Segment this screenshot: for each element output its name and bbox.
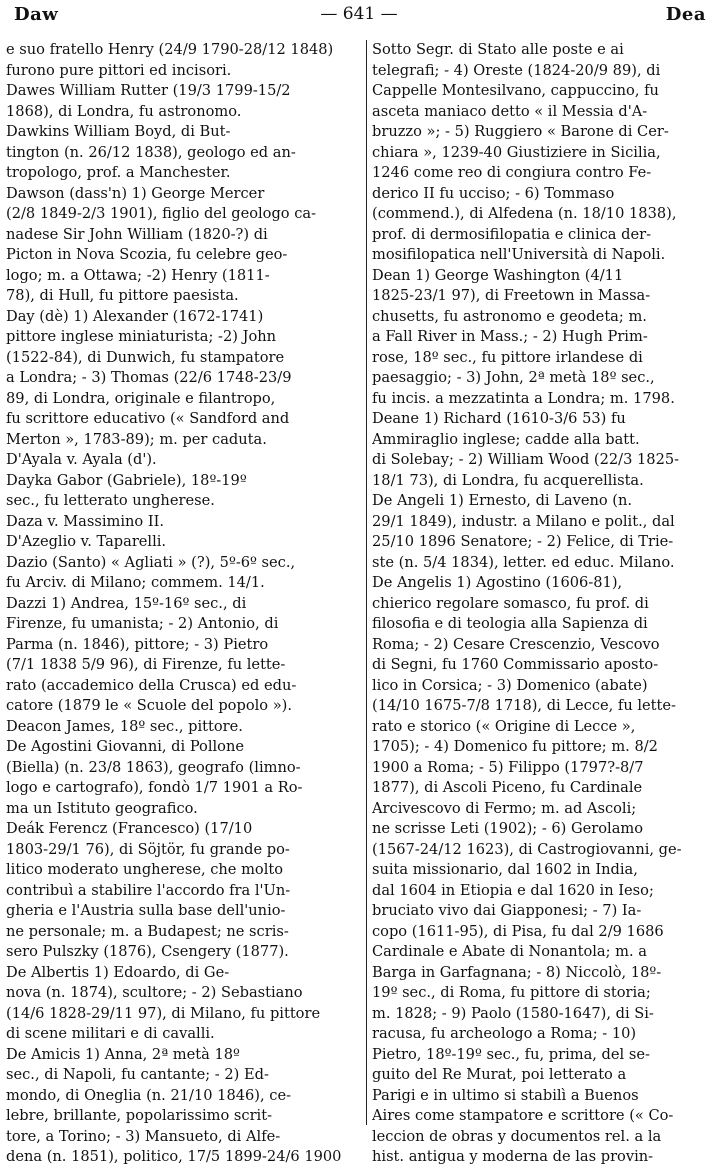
text-line: Dawson (dass'n) 1) George Mercer [6,184,265,202]
text-line: (1567-24/12 1623), di Castrogiovanni, ge- [372,840,682,858]
text-line: Pietro, 18º-19º sec., fu, prima, del se- [372,1045,650,1063]
text-line: sero Pulszky (1876), Csengery (1877). [6,943,289,960]
text-line: rato e storico (« Origine di Lecce », [372,717,636,735]
text-line: 25/10 1896 Senatore; - 2) Felice, di Trie- [372,533,674,550]
text-line: tington (n. 26/12 1838), geologo ed an- [6,143,296,161]
text-line: Barga in Garfagnana; - 8) Niccolò, 18º- [372,963,662,981]
text-line: bruciato vivo dai Giapponesi; - 7) Ia- [372,902,642,919]
text-line: litico moderato ungherese, che molto [6,861,284,878]
text-line: D'Ayala v. Ayala (d'). [6,451,157,468]
text-line: ste (n. 5/4 1834), letter. ed educ. Milano. [372,553,675,571]
text-line: 1825-23/1 97), di Freetown in Massa- [372,287,651,304]
text-line: bruzzo »; - 5) Ruggiero « Barone di Cer- [372,123,669,140]
text-line: (Biella) (n. 23/8 1863), geografo (limno- [6,758,301,776]
text-line: a Fall River in Mass.; - 2) Hugh Prim- [372,328,648,345]
text-line: paesaggio; - 3) John, 2ª metà 18º sec., [372,369,655,386]
page-number: — 641 — [320,4,398,24]
text-line: leccion de obras y documentos rel. a la [372,1127,662,1145]
text-line: Day (dè) 1) Alexander (1672-1741) [6,307,264,325]
text-line: guito del Re Murat, poi letterato a [372,1066,627,1083]
text-line: 1705); - 4) Domenico fu pittore; m. 8/2 [372,738,658,755]
text-line: Dazio (Santo) « Agliati » (?), 5º-6º sec., [6,553,296,571]
text-line: ne personale; m. a Budapest; ne scris- [6,922,289,940]
text-line: 1868), di Londra, fu astronomo. [6,102,242,120]
text-line: di Segni, fu 1760 Commissario aposto- [372,656,659,673]
text-line: (14/6 1828-29/11 97), di Milano, fu pittore [6,1004,321,1022]
column-divider [366,40,367,1125]
header-right-keyword: Dea [665,4,706,25]
text-line: 78), di Hull, fu pittore paesista. [6,287,239,304]
text-line: catore (1879 le « Scuole del popolo »). [6,697,292,714]
text-line: Firenze, fu umanista; - 2) Antonio, di [6,615,279,632]
text-line: chierico regolare somasco, fu prof. di [372,594,649,612]
text-line: Aires come stampatore e scrittore (« Co- [372,1107,674,1124]
text-line: 1900 a Roma; - 5) Filippo (1797?-8/7 [372,758,644,776]
text-line: Deák Ferencz (Francesco) (17/10 [6,820,253,837]
text-line: 19º sec., di Roma, fu pittore di storia; [372,984,651,1001]
text-line: prof. di dermosifilopatia e clinica der- [372,225,651,243]
text-line: Dean 1) George Washington (4/11 [372,266,624,284]
text-line: di scene militari e di cavalli. [6,1025,215,1042]
text-line: e suo fratello Henry (24/9 1790-28/12 1848) [6,41,334,58]
text-line: chiara », 1239-40 Giustiziere in Sicilia, [372,143,661,161]
right-column [372,40,710,1168]
text-line: dal 1604 in Etiopia e dal 1620 in Ieso; [372,881,654,899]
text-line: 18/1 73), di Londra, fu acquerellista. [372,471,644,489]
text-line: 1877), di Ascoli Piceno, fu Cardinale [372,779,643,796]
text-line: Picton in Nova Scozia, fu celebre geo- [6,246,288,263]
text-line: lebre, brillante, popolarissimo scrit- [6,1107,273,1124]
text-line: Sotto Segr. di Stato alle poste e ai [372,41,624,58]
text-line: Arcivescovo di Fermo; m. ad Ascoli; [372,799,637,817]
text-line: fu incis. a mezzatinta a Londra; m. 1798. [372,389,675,407]
text-line: tore, a Torino; - 3) Mansueto, di Alfe- [6,1127,281,1145]
text-line: sec., di Napoli, fu cantante; - 2) Ed- [6,1066,269,1083]
text-line: chusetts, fu astronomo e geodeta; m. [372,307,647,325]
text-line: Parigi e in ultimo si stabilì a Buenos [372,1086,639,1104]
text-line: (2/8 1849-2/3 1901), figlio del geologo ca- [6,205,317,222]
text-line: Parma (n. 1846), pittore; - 3) Pietro [6,635,269,653]
text-line: Dayka Gabor (Gabriele), 18º-19º [6,471,247,489]
text-line: fu Arciv. di Milano; commem. 14/1. [6,574,265,591]
text-line: Deane 1) Richard (1610-3/6 53) fu [372,410,626,427]
left-column [6,40,356,1168]
page-header [0,0,718,38]
text-line: pittore inglese miniaturista; -2) John [6,328,277,345]
text-line: Merton », 1783-89); m. per caduta. [6,430,267,448]
text-line: Ammiraglio inglese; cadde alla batt. [372,430,640,448]
text-line: rose, 18º sec., fu pittore irlandese di [372,348,643,366]
text-line: Cappelle Montesilvano, cappuccino, fu [372,82,659,99]
text-line: 1803-29/1 76), di Söjtör, fu grande po- [6,840,290,858]
text-line: logo; m. a Ottawa; -2) Henry (1811- [6,266,270,284]
text-line: mosifilopatica nell'Università di Napoli. [372,246,666,263]
text-line: dena (n. 1851), politico, 17/5 1899-24/6 1900 [6,1148,342,1165]
text-line: racusa, fu archeologo a Roma; - 10) [372,1025,637,1042]
text-line: copo (1611-95), di Pisa, fu dal 2/9 1686 [372,922,664,940]
text-line: Deacon James, 18º sec., pittore. [6,717,243,735]
text-line: Dawkins William Boyd, di But- [6,123,231,140]
text-line: nadese Sir John William (1820-?) di [6,225,268,243]
text-line: furono pure pittori ed incisori. [6,61,232,79]
text-line: derico II fu ucciso; - 6) Tommaso [372,184,615,202]
text-line: Dawes William Rutter (19/3 1799-15/2 [6,82,291,99]
text-line: (1522-84), di Dunwich, fu stampatore [6,348,285,366]
text-line: De Angelis 1) Agostino (1606-81), [372,574,623,591]
text-line: Cardinale e Abate di Nonantola; m. a [372,943,647,960]
text-line: asceta maniaco detto « il Messia d'A- [372,102,648,120]
text-line: mondo, di Oneglia (n. 21/10 1846), ce- [6,1086,292,1104]
text-line: sec., fu letterato ungherese. [6,492,215,509]
text-line: (commend.), di Alfedena (n. 18/10 1838), [372,205,677,222]
text-line: nova (n. 1874), scultore; - 2) Sebastiano [6,984,303,1001]
text-line: tropologo, prof. a Manchester. [6,164,231,181]
text-line: (14/10 1675-7/8 1718), di Lecce, fu lette- [372,697,676,714]
header-left-keyword: Daw [14,4,59,25]
text-line: fu scrittore educativo (« Sandford and [6,410,290,427]
text-line: Dazzi 1) Andrea, 15º-16º sec., di [6,594,247,612]
text-line: di Solebay; - 2) William Wood (22/3 1825- [372,451,680,468]
text-line: De Angeli 1) Ernesto, di Laveno (n. [372,492,633,509]
text-line: (7/1 1838 5/9 96), di Firenze, fu lette- [6,656,286,673]
text-line: telegrafi; - 4) Oreste (1824-20/9 89), di [372,61,661,79]
text-line: gheria e l'Austria sulla base dell'unio- [6,902,286,919]
text-line: lico in Corsica; - 3) Domenico (abate) [372,676,648,694]
text-line: 89, di Londra, originale e filantropo, [6,389,276,407]
text-line: Daza v. Massimino II. [6,512,165,530]
text-line: filosofia e di teologia alla Sapienza di [372,615,648,632]
text-line: rato (accademico della Crusca) ed edu- [6,676,297,694]
text-line: 29/1 1849), industr. a Milano e polit., dal [372,512,675,530]
text-line: De Amicis 1) Anna, 2ª metà 18º [6,1045,240,1063]
text-line: a Londra; - 3) Thomas (22/6 1748-23/9 [6,369,292,386]
text-line: m. 1828; - 9) Paolo (1580-1647), di Si- [372,1004,654,1022]
text-line: ma un Istituto geografico. [6,799,198,817]
text-line: Roma; - 2) Cesare Crescenzio, Vescovo [372,635,660,653]
text-line: suita missionario, dal 1602 in India, [372,861,638,878]
text-line: D'Azeglio v. Taparelli. [6,533,167,550]
text-line: De Agostini Giovanni, di Pollone [6,738,244,755]
text-line: logo e cartografo), fondò 1/7 1901 a Ro- [6,779,303,796]
text-line: hist. antigua y moderna de las provin- [372,1148,654,1165]
text-line: 1246 come reo di congiura contro Fe- [372,164,652,181]
text-line: contribuì a stabilire l'accordo fra l'Un- [6,881,291,899]
text-line: ne scrisse Leti (1902); - 6) Gerolamo [372,820,644,837]
text-line: De Albertis 1) Edoardo, di Ge- [6,963,230,981]
